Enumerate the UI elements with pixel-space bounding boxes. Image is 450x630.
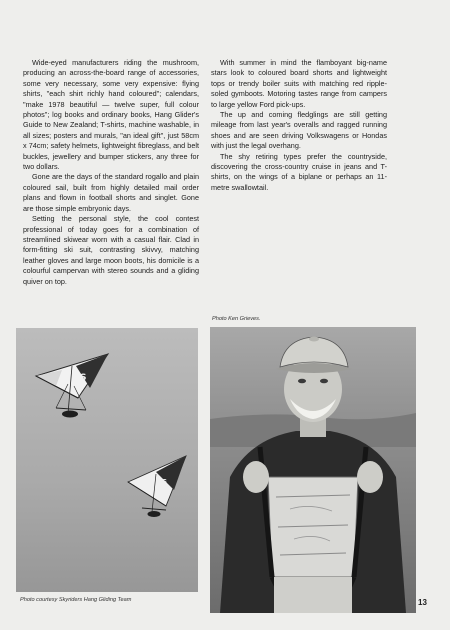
paragraph: The shy retiring types prefer the countryside, discovering the cross-country cruise in jeans and T-shirts, on the wings of a biplane or perhaps an 11-metre swallowtail. [211, 151, 387, 192]
page-number: 13 [418, 598, 427, 607]
paragraph: Wide-eyed manufacturers riding the mushroom, producing an across-the-board range of accessories, some very necessary, some very expensive: flying shirts, "each shirt richly hand coloured"; calendars, "make 1978 beautiful — twelve super, full colour photos"; log books and ordinary books, Hang Glider's Guide to New Zealand; T-shirts, machine washable, in all sizes; posters and murals, "an ideal gift", just 58cm x 74cm; safety helmets, lightweight fibreglass, and belt buckles, jewellery and bumper stickers, any three for two dollars. [23, 58, 199, 172]
svg-text:S: S [80, 373, 87, 383]
photo-credit-right: Photo Ken Grieves. [212, 316, 261, 322]
paragraph: The up and coming fledglings are still getting mileage from last year's overalls and ragged running shoes and are seen driving Volkswagens or Hondas with just the legal overhang. [211, 110, 387, 151]
pilot-portrait-photo [210, 327, 416, 613]
pilot-portrait-image [210, 327, 416, 613]
article-column-left [23, 58, 199, 287]
photo-credit-left: Photo courtesy Skyriders Hang Gliding Team [20, 597, 132, 603]
hang-gliders-image [16, 328, 198, 592]
paragraph: With summer in mind the flamboyant big-name stars look to coloured board shorts and lightweight tops or trendy boiler suits with matching red ripple-soled gymboots. Motoring tastes range from campers to large yellow Ford pick-ups. [211, 58, 387, 109]
article-column-right [211, 58, 387, 193]
hang-gliders-photo [16, 328, 198, 592]
svg-text:S: S [162, 478, 168, 486]
paragraph: Setting the personal style, the cool contest professional of today goes for a combination of streamlined skiwear worn with a casual flair. Clad in form-fitting ski suit, contrasting skivvy, matching leather gloves and large moon boots, his domicile is a colourful campervan with stereo sounds and a gliding quiver on top. [23, 214, 199, 286]
paragraph: Gone are the days of the standard rogallo and plain coloured sail, built from highly detailed mail order plans and flown in football shorts and singlet. Gone are those simple embryonic days. [23, 172, 199, 213]
